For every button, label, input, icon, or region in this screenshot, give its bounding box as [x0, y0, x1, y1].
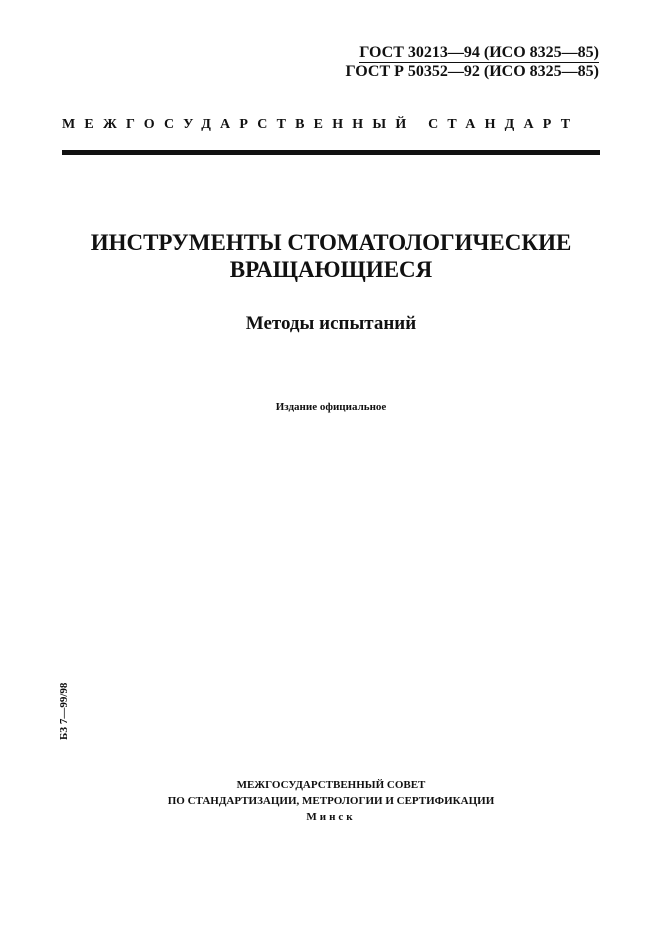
- publisher-block: [62, 777, 600, 825]
- title-line-1: ИНСТРУМЕНТЫ СТОМАТОЛОГИЧЕСКИЕ: [90, 230, 572, 255]
- gost-line-2: ГОСТ Р 50352—92 (ИСО 8325—85): [345, 63, 599, 80]
- gost-line-1: ГОСТ 30213—94 (ИСО 8325—85): [359, 44, 599, 61]
- title-line-2: ВРАЩАЮЩИЕСЯ: [229, 257, 433, 282]
- publisher-line-2: ПО СТАНДАРТИЗАЦИИ, МЕТРОЛОГИИ И СЕРТИФИКАЦИИ: [167, 795, 495, 807]
- header-rule: [62, 150, 600, 155]
- gost-designation: [345, 44, 599, 81]
- standard-type-heading: МЕЖГОСУДАРСТВЕННЫЙ СТАНДАРТ: [62, 117, 580, 132]
- document-title: [62, 229, 600, 283]
- side-code: БЗ 7—99/98: [58, 682, 70, 740]
- publisher-city: Минск: [306, 811, 356, 823]
- edition-note: Издание официальное: [275, 401, 387, 413]
- document-subtitle: Методы испытаний: [245, 313, 417, 334]
- publisher-line-1: МЕЖГОСУДАРСТВЕННЫЙ СОВЕТ: [236, 779, 426, 791]
